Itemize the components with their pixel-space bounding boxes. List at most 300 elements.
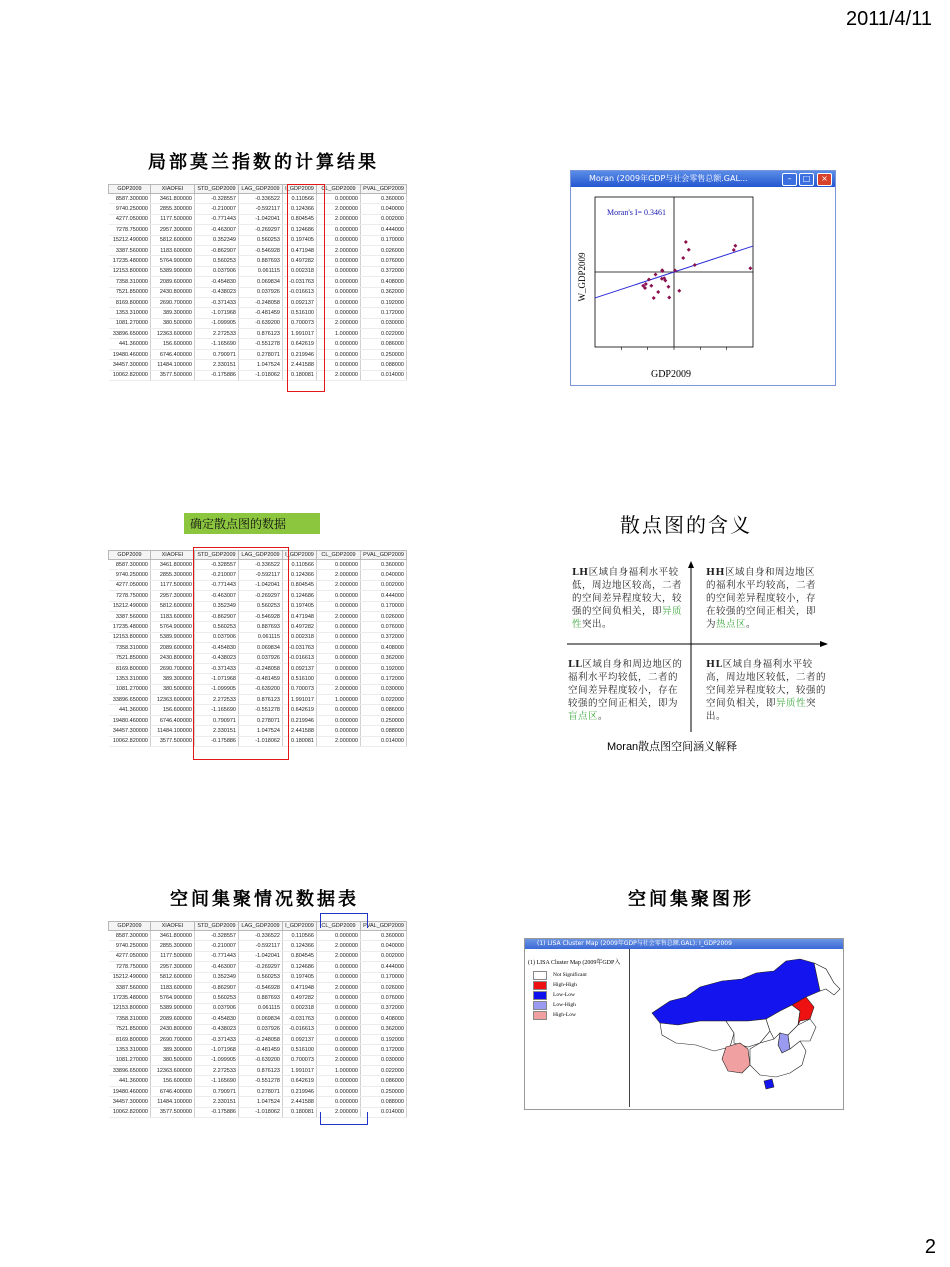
table-cell: 0.444000 (361, 962, 407, 972)
table-row[interactable] (109, 277, 407, 287)
table-cell: 0.086000 (361, 339, 407, 349)
column-header[interactable]: XIAOFEI (151, 185, 195, 194)
table-row[interactable] (109, 318, 407, 328)
legend-item (533, 1010, 629, 1020)
table-cell: 0.000000 (317, 962, 361, 972)
hh-code: HH (706, 567, 725, 578)
table-cell: -0.210007 (195, 570, 239, 580)
table-cell: 1353.310000 (109, 308, 151, 318)
table-cell: 389.300000 (151, 1045, 195, 1055)
table-cell: 1.991017 (283, 695, 317, 705)
table-cell: 0.471948 (283, 245, 317, 255)
table-cell: 0.408000 (361, 1014, 407, 1024)
slide1-title: 局部莫兰指数的计算结果 (148, 152, 379, 173)
column-header[interactable]: LAG_GDP2009 (239, 551, 283, 560)
table-cell: 0.876123 (239, 329, 283, 339)
table-cell: 0.000000 (317, 632, 361, 642)
table-cell: 0.022000 (361, 1066, 407, 1076)
table-row[interactable] (109, 1034, 407, 1044)
lisa-window-titlebar[interactable] (525, 939, 843, 949)
table-cell: 0.000000 (317, 287, 361, 297)
table-cell: 0.887693 (239, 622, 283, 632)
table-cell: -0.592117 (239, 941, 283, 951)
table-cell: 10062.820000 (109, 1107, 151, 1117)
table-cell: 0.000000 (317, 674, 361, 684)
table-cell: 0.804545 (283, 214, 317, 224)
table-cell: 0.516100 (283, 1045, 317, 1055)
table-row[interactable] (109, 370, 407, 380)
moran-caption: Moran散点图空间涵义解释 (607, 741, 738, 753)
table-cell: 1177.500000 (151, 214, 195, 224)
table-cell: 3577.500000 (151, 1107, 195, 1117)
table-cell: 0.002318 (283, 266, 317, 276)
legend-label: High-High (553, 982, 577, 988)
table-cell: 2957.300000 (151, 225, 195, 235)
map-region-west-tibet (660, 1021, 734, 1051)
table-cell: -0.210007 (195, 204, 239, 214)
hl-end: 突出。 (706, 698, 817, 722)
table-row[interactable] (109, 329, 407, 339)
table-cell: 441.360000 (109, 1076, 151, 1086)
table-cell: 7521.850000 (109, 653, 151, 663)
table-cell: 15212.490000 (109, 601, 151, 611)
column-header[interactable]: XIAOFEI (151, 922, 195, 931)
table-cell: 0.560253 (239, 235, 283, 245)
column-header[interactable]: LAG_GDP2009 (239, 922, 283, 931)
table-cell: 380.500000 (151, 318, 195, 328)
table-cell: -1.165690 (195, 705, 239, 715)
table-cell: 0.000000 (317, 349, 361, 359)
table-cell: -0.016613 (283, 653, 317, 663)
table-cell: 2089.600000 (151, 1014, 195, 1024)
table-cell: 0.076000 (361, 256, 407, 266)
table-cell: -0.546928 (239, 982, 283, 992)
table-row[interactable] (109, 297, 407, 307)
table-cell: -1.018062 (239, 1107, 283, 1117)
table-cell: 2.000000 (317, 684, 361, 694)
slide5-column-bracket-top (320, 913, 368, 928)
table-cell: 2.000000 (317, 570, 361, 580)
table-cell: 0.642619 (283, 339, 317, 349)
table-cell: 0.000000 (317, 1003, 361, 1013)
table-cell: 1.047524 (239, 726, 283, 736)
table-cell: -0.551278 (239, 1076, 283, 1086)
table-row[interactable] (109, 287, 407, 297)
table-cell: 19480.460000 (109, 349, 151, 359)
table-cell: 2690.700000 (151, 663, 195, 673)
table-row[interactable] (109, 1086, 407, 1096)
table-cell: 0.219946 (283, 1086, 317, 1096)
table-cell: 0.040000 (361, 570, 407, 580)
table-cell: 7278.750000 (109, 225, 151, 235)
moran-window-titlebar[interactable] (571, 171, 835, 187)
table-cell: -0.639200 (239, 1055, 283, 1065)
page-number: 2 (924, 1236, 936, 1258)
table-cell: -0.463007 (195, 225, 239, 235)
table-cell: -0.175886 (195, 736, 239, 746)
table-cell: 0.037926 (239, 287, 283, 297)
table-cell: 0.014000 (361, 1107, 407, 1117)
table-cell: 1183.600000 (151, 611, 195, 621)
table-cell: 389.300000 (151, 674, 195, 684)
table-row[interactable] (109, 235, 407, 245)
table-row[interactable] (109, 339, 407, 349)
table-cell: 0.000000 (317, 601, 361, 611)
table-cell: 2690.700000 (151, 297, 195, 307)
table-cell: -0.031763 (283, 277, 317, 287)
table-cell: -1.099905 (195, 318, 239, 328)
table-cell: 4277.050000 (109, 214, 151, 224)
table-cell: 0.790971 (195, 1086, 239, 1096)
table-cell: 33896.650000 (109, 329, 151, 339)
table-cell: 0.192000 (361, 297, 407, 307)
table-row[interactable] (109, 982, 407, 992)
table-cell: 0.278071 (239, 1086, 283, 1096)
table-cell: 1081.270000 (109, 684, 151, 694)
moran-window-title: Moran (2009年GDP与社会零售总额.GAL... (589, 174, 748, 183)
vertical-arrow-icon (688, 561, 694, 568)
table-cell: 0.000000 (317, 266, 361, 276)
table-cell: 1.000000 (317, 695, 361, 705)
table-row[interactable] (109, 972, 407, 982)
table-cell: 1.047524 (239, 1097, 283, 1107)
table-cell: 0.088000 (361, 726, 407, 736)
table-row[interactable] (109, 1014, 407, 1024)
maximize-icon[interactable]: □ (799, 173, 814, 186)
legend-item (533, 1000, 629, 1010)
column-header[interactable]: CL_GDP2009 (317, 551, 361, 560)
column-header[interactable]: I_GDP2009 (283, 922, 317, 931)
table-cell: 0.000000 (317, 308, 361, 318)
table-cell: 0.352349 (195, 235, 239, 245)
table-cell: -0.248058 (239, 1034, 283, 1044)
table-cell: 156.600000 (151, 339, 195, 349)
table-cell: -0.546928 (239, 245, 283, 255)
table-cell: -0.592117 (239, 204, 283, 214)
table-row[interactable] (109, 194, 407, 204)
table-cell: -0.639200 (239, 684, 283, 694)
table-cell: 0.250000 (361, 715, 407, 725)
table-cell: 0.076000 (361, 622, 407, 632)
table-cell: 11484.100000 (151, 360, 195, 370)
hh-text: 区域自身和周边地区的福利水平均较高，二者的空间差异程度较小，存在较强的空间正相关，即为 (706, 567, 817, 630)
table-cell: -0.269297 (239, 962, 283, 972)
table-cell: 19480.460000 (109, 715, 151, 725)
quadrant-lh (572, 566, 686, 631)
table-cell: 2.272533 (195, 1066, 239, 1076)
table-row[interactable] (109, 931, 407, 941)
column-header[interactable]: STD_GDP2009 (195, 922, 239, 931)
quadrant-ll (568, 658, 686, 723)
table-cell: 17235.480000 (109, 256, 151, 266)
table-cell: 0.000000 (317, 1045, 361, 1055)
table-row[interactable] (109, 962, 407, 972)
column-header[interactable]: STD_GDP2009 (195, 185, 239, 194)
table-cell: -1.042041 (239, 580, 283, 590)
table-cell: 0.124686 (283, 962, 317, 972)
table-row[interactable] (109, 1045, 407, 1055)
table-cell: -0.454830 (195, 277, 239, 287)
table-cell: 3387.560000 (109, 245, 151, 255)
table-cell: -0.551278 (239, 339, 283, 349)
legend-label: High-Low (553, 1012, 576, 1018)
table-row[interactable] (109, 1066, 407, 1076)
table-cell: 0.026000 (361, 611, 407, 621)
table-cell: 2.000000 (317, 736, 361, 746)
table-cell: 0.000000 (317, 1024, 361, 1034)
column-header[interactable]: PVAL_GDP2009 (361, 551, 407, 560)
table-row[interactable] (109, 1055, 407, 1065)
table-cell: 0.197405 (283, 235, 317, 245)
close-icon[interactable]: × (817, 173, 832, 186)
ll-text: 区域自身和周边地区的福利水平均较低，二者的空间差异程度较小，存在较强的空间正相关，即为 (568, 659, 683, 709)
table-cell: 0.026000 (361, 982, 407, 992)
table-row[interactable] (109, 1097, 407, 1107)
table-cell: 2.000000 (317, 1055, 361, 1065)
table-cell: -0.016613 (283, 1024, 317, 1034)
table-cell: -0.463007 (195, 962, 239, 972)
legend-swatch (533, 971, 547, 980)
table-cell: 2690.700000 (151, 1034, 195, 1044)
table-cell: 0.887693 (239, 993, 283, 1003)
slide5-table (108, 921, 407, 1118)
legend-swatch (533, 1011, 547, 1020)
table-cell: 10062.820000 (109, 736, 151, 746)
legend-item (533, 980, 629, 990)
table-cell: 7358.310000 (109, 1014, 151, 1024)
table-cell: 2.330151 (195, 360, 239, 370)
table-cell: 2.000000 (317, 951, 361, 961)
table-cell: 1177.500000 (151, 951, 195, 961)
table-cell: -0.328557 (195, 931, 239, 941)
table-cell: 1353.310000 (109, 674, 151, 684)
table-cell: 7358.310000 (109, 277, 151, 287)
lh-highlight: 异质性 (572, 606, 683, 630)
table-cell: 3461.800000 (151, 560, 195, 570)
column-header[interactable]: PVAL_GDP2009 (361, 185, 407, 194)
table-cell: 0.000000 (317, 360, 361, 370)
table-cell: 0.061115 (239, 632, 283, 642)
table-cell: -0.031763 (283, 643, 317, 653)
table-cell: 0.000000 (317, 993, 361, 1003)
table-cell: -0.481459 (239, 674, 283, 684)
table-cell: 0.560253 (195, 256, 239, 266)
table-row[interactable] (109, 266, 407, 276)
table-cell: 2.000000 (317, 941, 361, 951)
column-header[interactable]: GDP2009 (109, 922, 151, 931)
table-cell: 441.360000 (109, 339, 151, 349)
table-row[interactable] (109, 245, 407, 255)
table-header-row (109, 185, 407, 194)
legend-label: Low-Low (553, 992, 575, 998)
table-row[interactable] (109, 951, 407, 961)
table-cell: 2.000000 (317, 245, 361, 255)
table-cell: 0.497282 (283, 993, 317, 1003)
table-cell: 6746.400000 (151, 349, 195, 359)
table-cell: 8169.800000 (109, 1034, 151, 1044)
table-cell: -0.336522 (239, 931, 283, 941)
table-row[interactable] (109, 225, 407, 235)
table-cell: 0.030000 (361, 1055, 407, 1065)
table-row[interactable] (109, 1024, 407, 1034)
morans-i-label: Moran's I= 0.3461 (607, 208, 667, 217)
map-region-sichuan-high-low (722, 1043, 750, 1073)
table-row[interactable] (109, 204, 407, 214)
column-header[interactable]: I_GDP2009 (283, 551, 317, 560)
table-cell: 0.876123 (239, 695, 283, 705)
table-cell: 2957.300000 (151, 591, 195, 601)
table-cell: 0.002000 (361, 580, 407, 590)
scatter-data-label: 确定散点图的数据 (184, 513, 320, 534)
table-cell: 17235.480000 (109, 993, 151, 1003)
table-cell: 0.110566 (283, 560, 317, 570)
table-cell: 0.372000 (361, 1003, 407, 1013)
table-cell: 0.642619 (283, 705, 317, 715)
lh-end: 突出。 (582, 619, 613, 630)
table-cell: 5389.900000 (151, 1003, 195, 1013)
table-cell: 0.471948 (283, 982, 317, 992)
table-cell: 0.000000 (317, 297, 361, 307)
table-cell: 0.219946 (283, 349, 317, 359)
table-cell: 5389.900000 (151, 632, 195, 642)
table-cell: 0.180081 (283, 370, 317, 380)
table-cell: 0.180081 (283, 1107, 317, 1117)
legend-swatch (533, 1001, 547, 1010)
table-cell: 3461.800000 (151, 194, 195, 204)
table-cell: 0.250000 (361, 349, 407, 359)
slide1-table (108, 184, 407, 381)
table-cell: 0.000000 (317, 1086, 361, 1096)
table-cell: 2.000000 (317, 1107, 361, 1117)
table-cell: 0.030000 (361, 684, 407, 694)
table-cell: 34457.300000 (109, 726, 151, 736)
table-cell: 0.790971 (195, 349, 239, 359)
table-cell: 0.197405 (283, 601, 317, 611)
table-cell: 0.040000 (361, 204, 407, 214)
table-cell: 380.500000 (151, 684, 195, 694)
table-cell: 0.700073 (283, 1055, 317, 1065)
column-header[interactable]: LAG_GDP2009 (239, 185, 283, 194)
table-cell: 9740.250000 (109, 570, 151, 580)
table-cell: 1.991017 (283, 1066, 317, 1076)
data-table (108, 921, 407, 1118)
table-cell: -1.071968 (195, 1045, 239, 1055)
table-cell: 8169.800000 (109, 663, 151, 673)
table-cell: 0.000000 (317, 726, 361, 736)
table-cell: 2.441588 (283, 1097, 317, 1107)
table-cell: 0.170000 (361, 972, 407, 982)
table-row[interactable] (109, 308, 407, 318)
table-cell: 0.362000 (361, 653, 407, 663)
table-cell: 156.600000 (151, 1076, 195, 1086)
table-cell: 0.002318 (283, 1003, 317, 1013)
table-cell: 1.047524 (239, 360, 283, 370)
table-cell: -0.269297 (239, 225, 283, 235)
table-cell: -0.336522 (239, 194, 283, 204)
table-row[interactable] (109, 941, 407, 951)
table-cell: 0.560253 (195, 622, 239, 632)
table-cell: 12153.800000 (109, 632, 151, 642)
column-header[interactable]: XIAOFEI (151, 551, 195, 560)
table-row[interactable] (109, 1003, 407, 1013)
table-cell: 0.887693 (239, 256, 283, 266)
table-cell: 1.000000 (317, 1066, 361, 1076)
table-cell: 0.037906 (195, 1003, 239, 1013)
table-cell: 2430.800000 (151, 1024, 195, 1034)
table-cell: 0.088000 (361, 1097, 407, 1107)
table-row[interactable] (109, 214, 407, 224)
column-header[interactable]: CL_GDP2009 (317, 922, 361, 931)
table-cell: 2.441588 (283, 360, 317, 370)
column-header[interactable]: GDP2009 (109, 185, 151, 194)
table-cell: 0.804545 (283, 951, 317, 961)
table-cell: 12363.600000 (151, 329, 195, 339)
table-row[interactable] (109, 360, 407, 370)
column-header[interactable]: I_GDP2009 (283, 185, 317, 194)
table-cell: 2855.300000 (151, 570, 195, 580)
column-header[interactable]: GDP2009 (109, 551, 151, 560)
table-cell: 15212.490000 (109, 235, 151, 245)
table-cell: 2.000000 (317, 611, 361, 621)
table-row[interactable] (109, 256, 407, 266)
legend-label: Not Significant (553, 972, 587, 978)
table-cell: 0.278071 (239, 715, 283, 725)
slide1-column-highlight (287, 184, 325, 392)
table-cell: 0.444000 (361, 591, 407, 601)
table-cell: 0.002000 (361, 951, 407, 961)
table-cell: -0.175886 (195, 1107, 239, 1117)
table-cell: 5389.900000 (151, 266, 195, 276)
table-cell: 0.408000 (361, 277, 407, 287)
table-row[interactable] (109, 993, 407, 1003)
table-row[interactable] (109, 1076, 407, 1086)
table-cell: 2.000000 (317, 370, 361, 380)
table-cell: -1.042041 (239, 214, 283, 224)
table-cell: 0.022000 (361, 695, 407, 705)
table-cell: -0.438023 (195, 1024, 239, 1034)
table-cell: 3461.800000 (151, 931, 195, 941)
lisa-legend-panel (525, 949, 630, 1107)
lh-code: LH (572, 567, 589, 578)
table-cell: 0.110566 (283, 931, 317, 941)
column-header[interactable]: STD_GDP2009 (195, 551, 239, 560)
table-cell: 0.037926 (239, 1024, 283, 1034)
table-cell: 2.330151 (195, 1097, 239, 1107)
table-cell: 0.192000 (361, 663, 407, 673)
lisa-window (524, 938, 844, 1110)
x-axis-label: GDP2009 (650, 369, 692, 380)
table-cell: -0.546928 (239, 611, 283, 621)
table-cell: 12363.600000 (151, 695, 195, 705)
table-cell: 0.086000 (361, 705, 407, 715)
minimize-icon[interactable]: – (782, 173, 797, 186)
table-cell: 0.124686 (283, 591, 317, 601)
table-cell: -0.210007 (195, 941, 239, 951)
table-cell: 1183.600000 (151, 245, 195, 255)
column-header[interactable]: CL_GDP2009 (317, 185, 361, 194)
table-cell: -1.165690 (195, 339, 239, 349)
table-cell: 0.362000 (361, 287, 407, 297)
table-cell: 7521.850000 (109, 1024, 151, 1034)
table-row[interactable] (109, 349, 407, 359)
lh-text: 区域自身福利水平较低，周边地区较高，二者的空间差异程度较大，较强的空间负相关，即 (572, 567, 683, 617)
table-cell: -1.042041 (239, 951, 283, 961)
table-cell: -1.071968 (195, 674, 239, 684)
column-header[interactable]: PVAL_GDP2009 (361, 922, 407, 931)
table-cell: 5812.600000 (151, 601, 195, 611)
table-cell: 0.172000 (361, 308, 407, 318)
table-cell: -0.328557 (195, 194, 239, 204)
